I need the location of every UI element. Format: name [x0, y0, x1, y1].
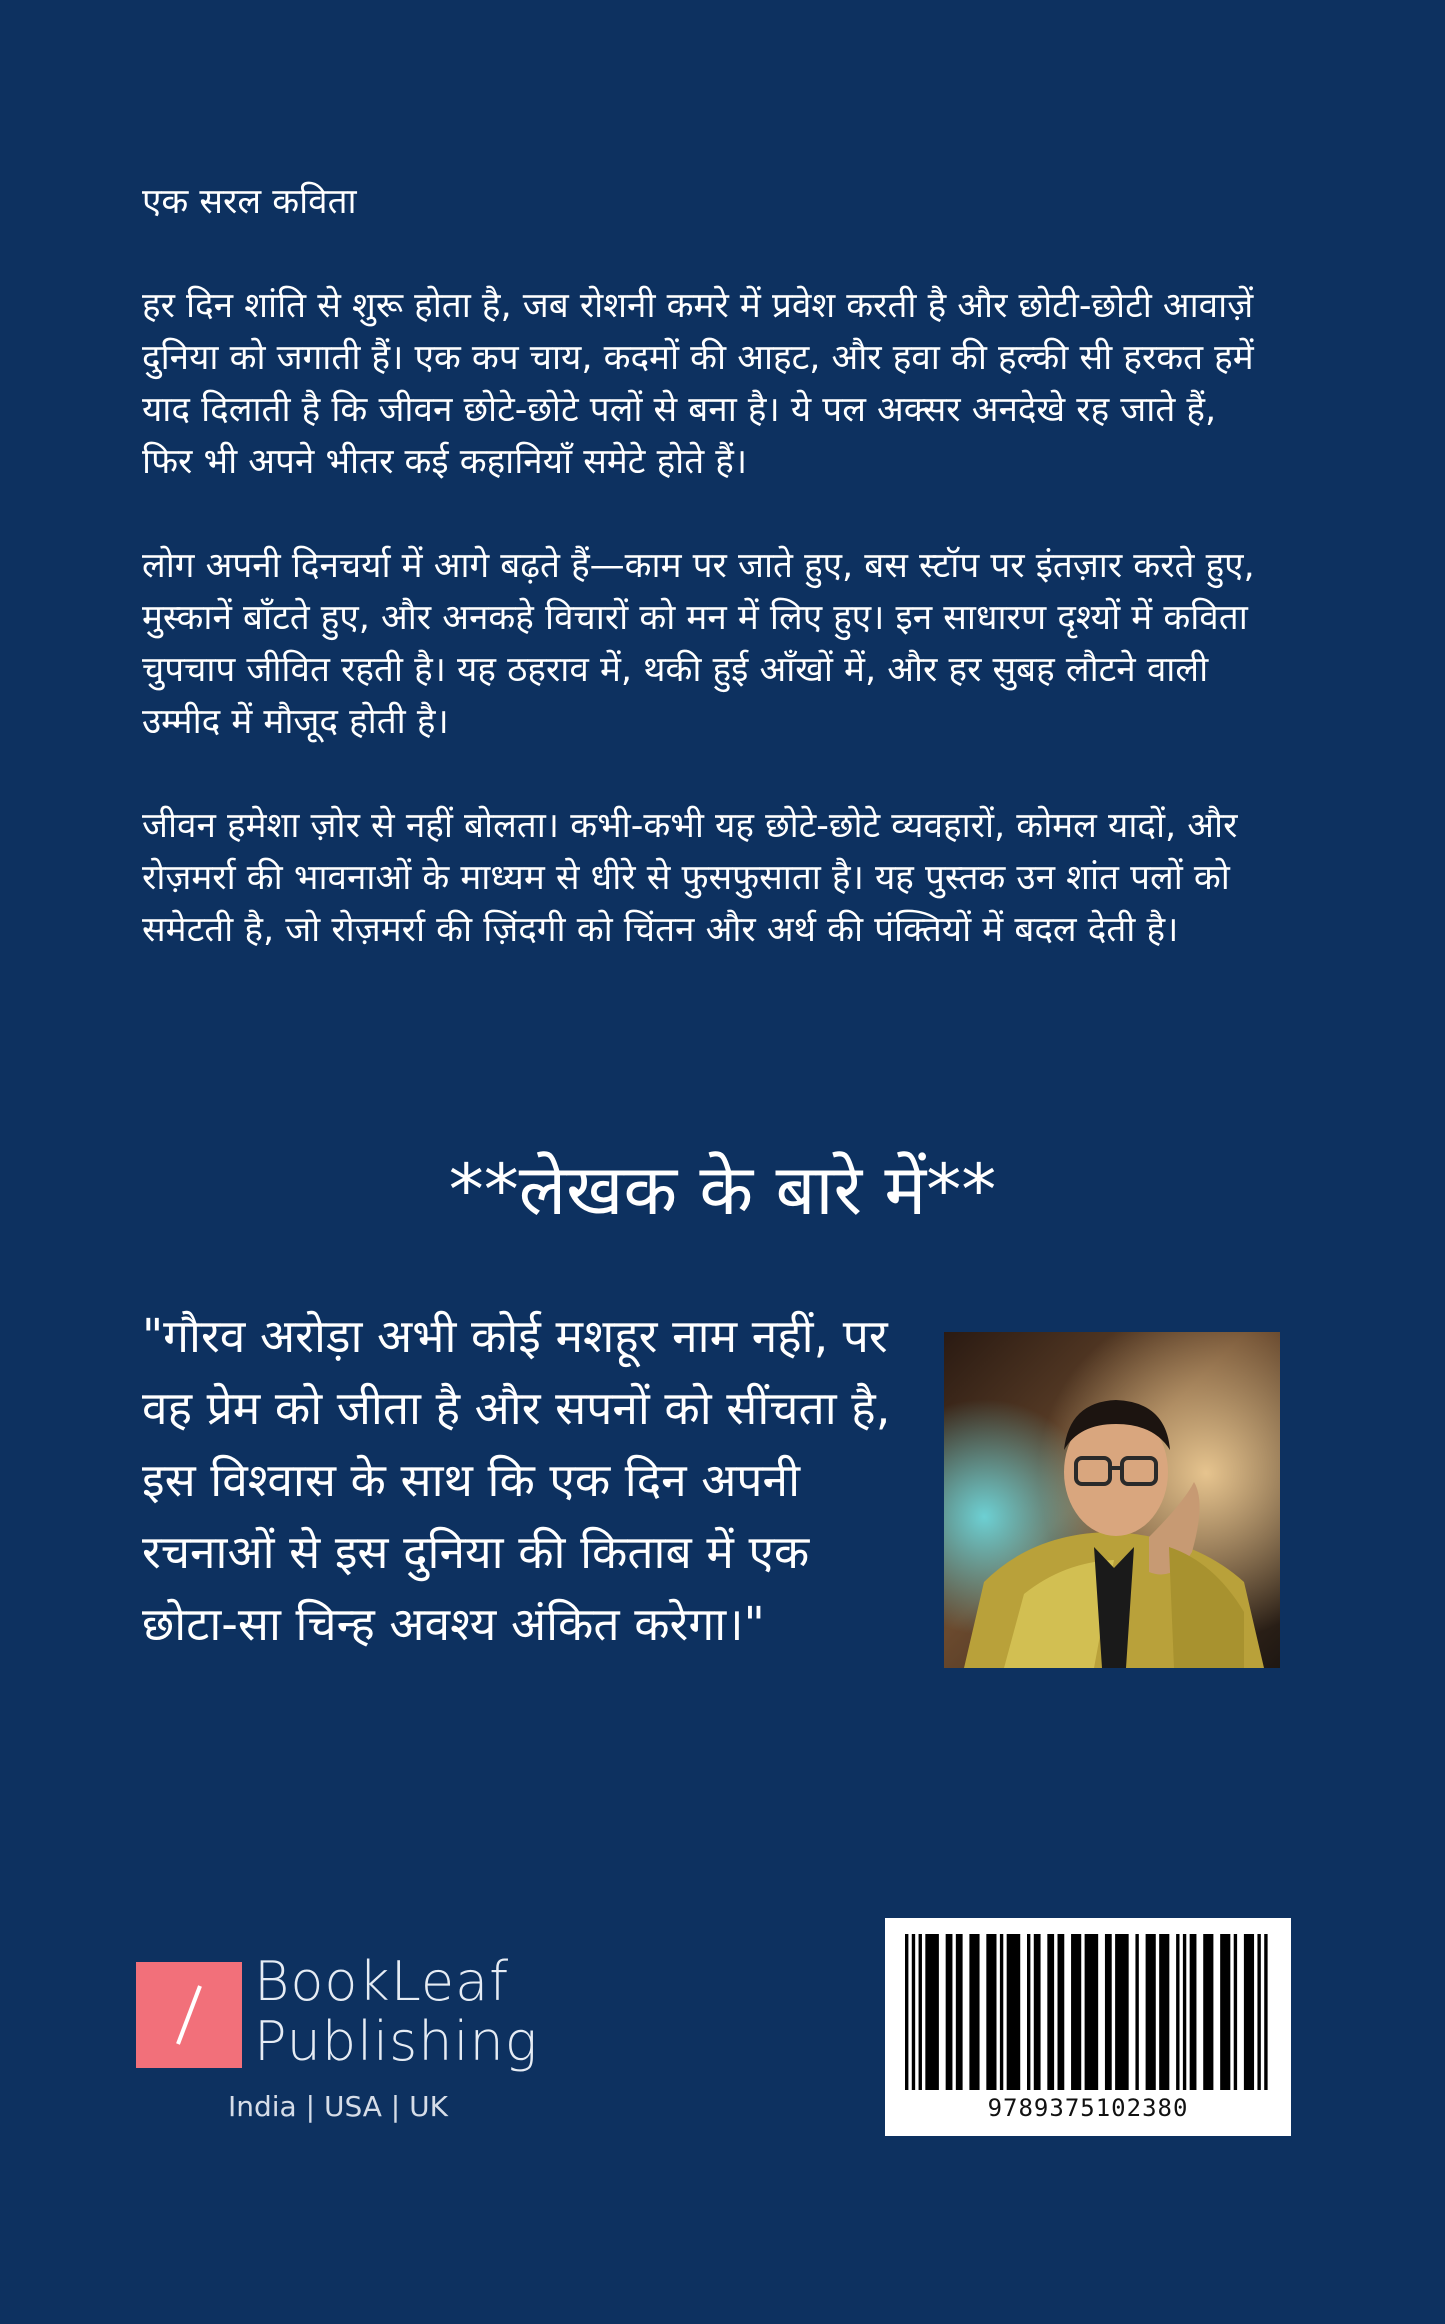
barcode-bar — [1146, 1934, 1156, 2090]
barcode-bar — [905, 1934, 908, 2090]
barcode-bar — [1071, 1934, 1081, 2090]
barcode-bar — [969, 1934, 979, 2090]
about-author-title: **लेखक के बारे में** — [448, 1149, 997, 1231]
author-photo — [944, 1332, 1280, 1668]
barcode-bar — [956, 1934, 963, 2090]
barcode-bar — [1105, 1934, 1112, 2090]
barcode-bar — [1058, 1934, 1065, 2090]
barcode-bar — [919, 1934, 922, 2090]
barcode-bar — [1244, 1934, 1254, 2090]
barcode-bar — [946, 1934, 953, 2090]
barcode-bar — [1115, 1934, 1129, 2090]
barcode-bar — [1034, 1934, 1041, 2090]
barcode-bar — [912, 1934, 915, 2090]
publisher-logo — [136, 1950, 556, 2123]
barcode-bar — [1135, 1934, 1138, 2090]
barcode-bar — [1027, 1934, 1030, 2090]
slash-icon — [136, 1962, 242, 2068]
publisher-name-line1: BookLeaf — [254, 1950, 510, 2013]
barcode-bar — [1190, 1934, 1197, 2090]
barcode-bar — [1203, 1934, 1213, 2090]
publisher-name — [254, 1952, 538, 2072]
barcode-bar — [1220, 1934, 1230, 2090]
barcode-bars — [905, 1934, 1271, 2090]
blurb-paragraph-1: हर दिन शांति से शुरू होता है, जब रोशनी कमरे में प्रवेश करती है और छोटी-छोटी आवाज़ें दुनिया को जगाती हैं। एक कप चाय, कदमों की आहट, और हवा की हल्की सी हरकत हमें याद दिलाती है कि जीवन छोटे-छोटे पलों से बना है। ये पल अक्सर अनदेखे रह जाते हैं, फिर भी अपने भीतर कई कहानियाँ समेटे होते हैं। — [142, 286, 1254, 482]
blurb — [142, 176, 1262, 1008]
barcode-bar — [1159, 1934, 1169, 2090]
barcode-bar — [1047, 1934, 1054, 2090]
barcode-bar — [1007, 1934, 1021, 2090]
publisher-name-line2: Publishing — [254, 2010, 539, 2073]
isbn-barcode — [885, 1918, 1291, 2136]
blurb-paragraph-3: जीवन हमेशा ज़ोर से नहीं बोलता। कभी-कभी यह छोटे-छोटे व्यवहारों, कोमल यादों, और रोज़मर्रा की भावनाओं के माध्यम से धीरे से फुसफुसाता है। यह पुस्तक उन शांत पलों को समेटती है, जो रोज़मर्रा की ज़िंदगी को चिंतन और अर्थ की पंक्तियों में बदल देती है। — [142, 806, 1238, 950]
barcode-bar — [1085, 1934, 1099, 2090]
author-bio: "गौरव अरोड़ा अभी कोई मशहूर नाम नहीं, पर वह प्रेम को जीता है और सपनों को सींचता है, इस विश्वास के साथ कि एक दिन अपनी रचनाओं से इस दुनिया की किताब में एक छोटा-सा चिन्ह अवश्य अंकित करेगा।" — [142, 1309, 891, 1651]
blurb-paragraph-2: लोग अपनी दिनचर्या में आगे बढ़ते हैं—काम पर जाते हुए, बस स्टॉप पर इंतज़ार करते हुए, मुस्कानें बाँटते हुए, और अनकहे विचारों को मन में लिए हुए। इन साधारण दृश्यों में कविता चुपचाप जीवित रहती है। यह ठहराव में, थकी हुई आँखों में, और हर सुबह लौटने वाली उम्मीद में मौजूद होती है। — [142, 546, 1255, 742]
publisher-regions: India | USA | UK — [228, 2090, 448, 2123]
barcode-bar — [1257, 1934, 1260, 2090]
barcode-bar — [1000, 1934, 1003, 2090]
barcode-bar — [1264, 1934, 1267, 2090]
barcode-bar — [925, 1934, 939, 2090]
barcode-bar — [1183, 1934, 1186, 2090]
barcode-bar — [1176, 1934, 1179, 2090]
isbn-number: 9789375102380 — [987, 2094, 1189, 2122]
barcode-bar — [1234, 1934, 1237, 2090]
barcode-bar — [986, 1934, 996, 2090]
blurb-heading: एक सरल कविता — [142, 182, 357, 222]
